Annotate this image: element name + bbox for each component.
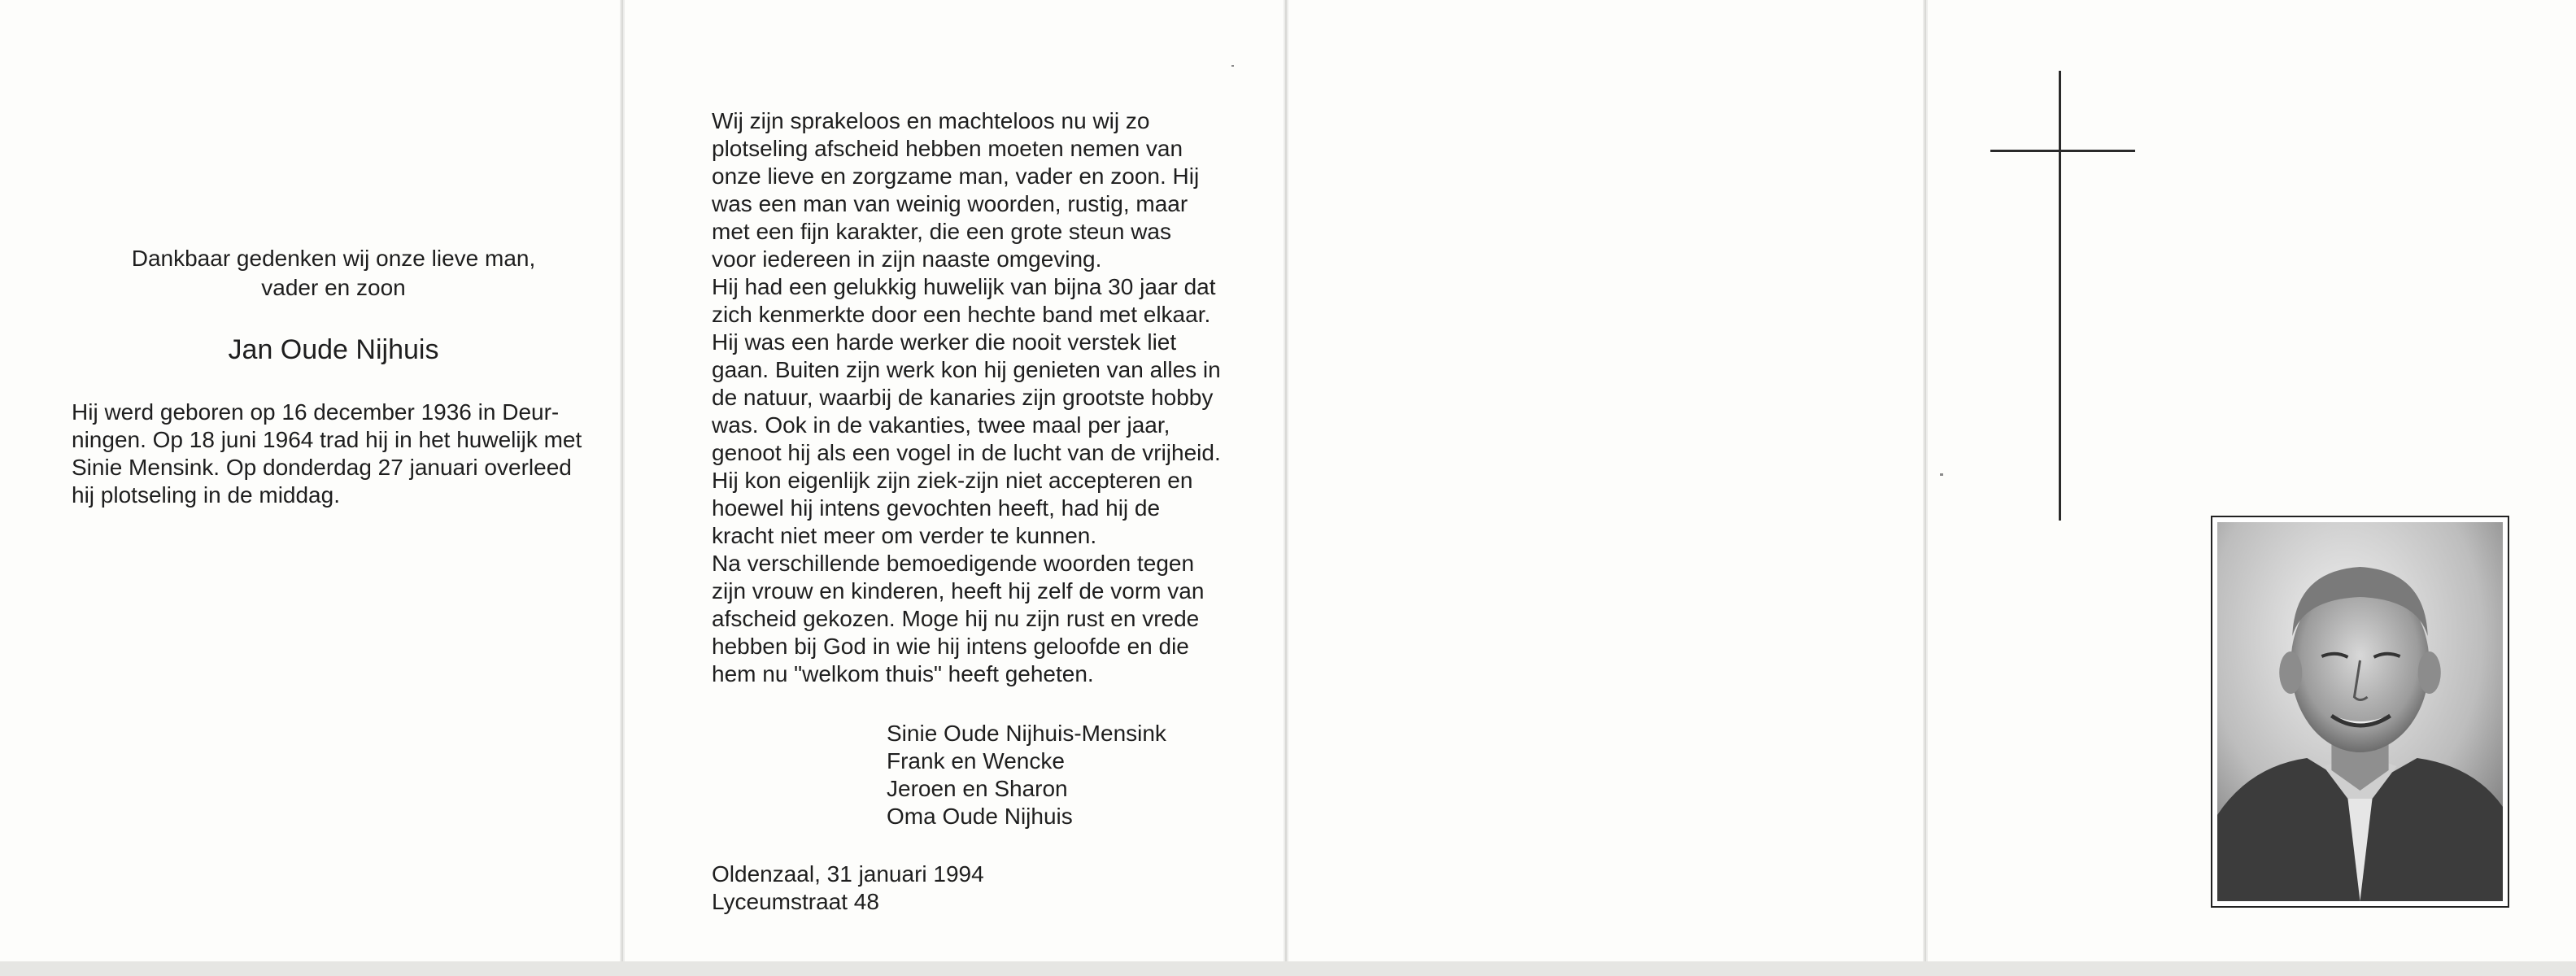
address-line: Lyceumstraat 48 bbox=[712, 889, 879, 914]
signature-line: Oma Oude Nijhuis bbox=[887, 804, 1073, 829]
bio-line: Hij werd geboren op 16 december 1936 in Deur- bbox=[72, 399, 560, 425]
deceased-name: Jan Oude Nijhuis bbox=[228, 334, 439, 365]
card-panel-left bbox=[0, 0, 620, 961]
intro-line: Dankbaar gedenken wij onze lieve man, bbox=[131, 246, 536, 271]
place-and-date bbox=[712, 861, 1070, 916]
fold-line bbox=[1285, 0, 1287, 961]
text-line: plotseling afscheid hebben moeten nemen van bbox=[712, 136, 1183, 161]
text-line: hem nu "welkom thuis" heeft geheten. bbox=[712, 661, 1094, 686]
text-line: was. Ook in de vakanties, twee maal per jaar, bbox=[712, 412, 1170, 438]
text-line: Na verschillende bemoedigende woorden tegen bbox=[712, 551, 1195, 576]
portrait-image bbox=[2217, 522, 2503, 901]
text-line: hoewel hij intens gevochten heeft, had hij de bbox=[712, 495, 1161, 521]
text-line: afscheid gekozen. Moge hij nu zijn rust en vrede bbox=[712, 606, 1200, 631]
text-line: Hij had een gelukkig huwelijk van bijna 30 jaar dat bbox=[712, 274, 1216, 299]
cross-vertical-bar bbox=[2059, 71, 2061, 521]
text-line: onze lieve en zorgzame man, vader en zoon. Hij bbox=[712, 163, 1200, 189]
text-line: Wij zijn sprakeloos en machteloos nu wij zo bbox=[712, 108, 1150, 133]
fold-line bbox=[621, 0, 623, 961]
portrait-photo bbox=[2211, 516, 2509, 908]
text-line: hebben bij God in wie hij intens geloofde en die bbox=[712, 634, 1189, 659]
text-line: kracht niet meer om verder te kunnen. bbox=[712, 523, 1097, 548]
text-line: genoot hij als een vogel in de lucht van de vrijheid. bbox=[712, 440, 1221, 465]
intro-text bbox=[73, 244, 594, 303]
cross-horizontal-bar bbox=[1990, 150, 2135, 152]
memorial-text bbox=[712, 107, 1232, 688]
card-panel-blank bbox=[1288, 0, 1923, 961]
paper-speck bbox=[1231, 65, 1234, 67]
paper-speck bbox=[1940, 473, 1943, 476]
biography bbox=[72, 399, 592, 509]
text-line: de natuur, waarbij de kanaries zijn grootste hobby bbox=[712, 385, 1214, 410]
signature-line: Frank en Wencke bbox=[887, 748, 1065, 773]
bio-line: hij plotseling in de middag. bbox=[72, 482, 340, 508]
signatures bbox=[887, 720, 1244, 830]
bio-line: Sinie Mensink. Op donderdag 27 januari overleed bbox=[72, 455, 572, 480]
text-line: Hij was een harde werker die nooit verstek liet bbox=[712, 329, 1177, 355]
text-line: was een man van weinig woorden, rustig, maar bbox=[712, 191, 1188, 216]
text-line: voor iedereen in zijn naaste omgeving. bbox=[712, 246, 1102, 272]
text-line: gaan. Buiten zijn werk kon hij genieten van alles in bbox=[712, 357, 1221, 382]
text-line: zich kenmerkte door een hechte band met elkaar. bbox=[712, 302, 1211, 327]
scan-edge bbox=[0, 961, 2576, 976]
signature-line: Jeroen en Sharon bbox=[887, 776, 1068, 801]
signature-line: Sinie Oude Nijhuis-Mensink bbox=[887, 721, 1166, 746]
bio-line: ningen. Op 18 juni 1964 trad hij in het huwelijk met bbox=[72, 427, 582, 452]
text-line: Hij kon eigenlijk zijn ziek-zijn niet accepteren en bbox=[712, 468, 1193, 493]
text-line: met een fijn karakter, die een grote steun was bbox=[712, 219, 1171, 244]
place-date-line: Oldenzaal, 31 januari 1994 bbox=[712, 861, 984, 887]
fold-line bbox=[1924, 0, 1926, 961]
text-line: zijn vrouw en kinderen, heeft hij zelf de vorm van bbox=[712, 578, 1205, 603]
intro-line: vader en zoon bbox=[261, 275, 406, 300]
